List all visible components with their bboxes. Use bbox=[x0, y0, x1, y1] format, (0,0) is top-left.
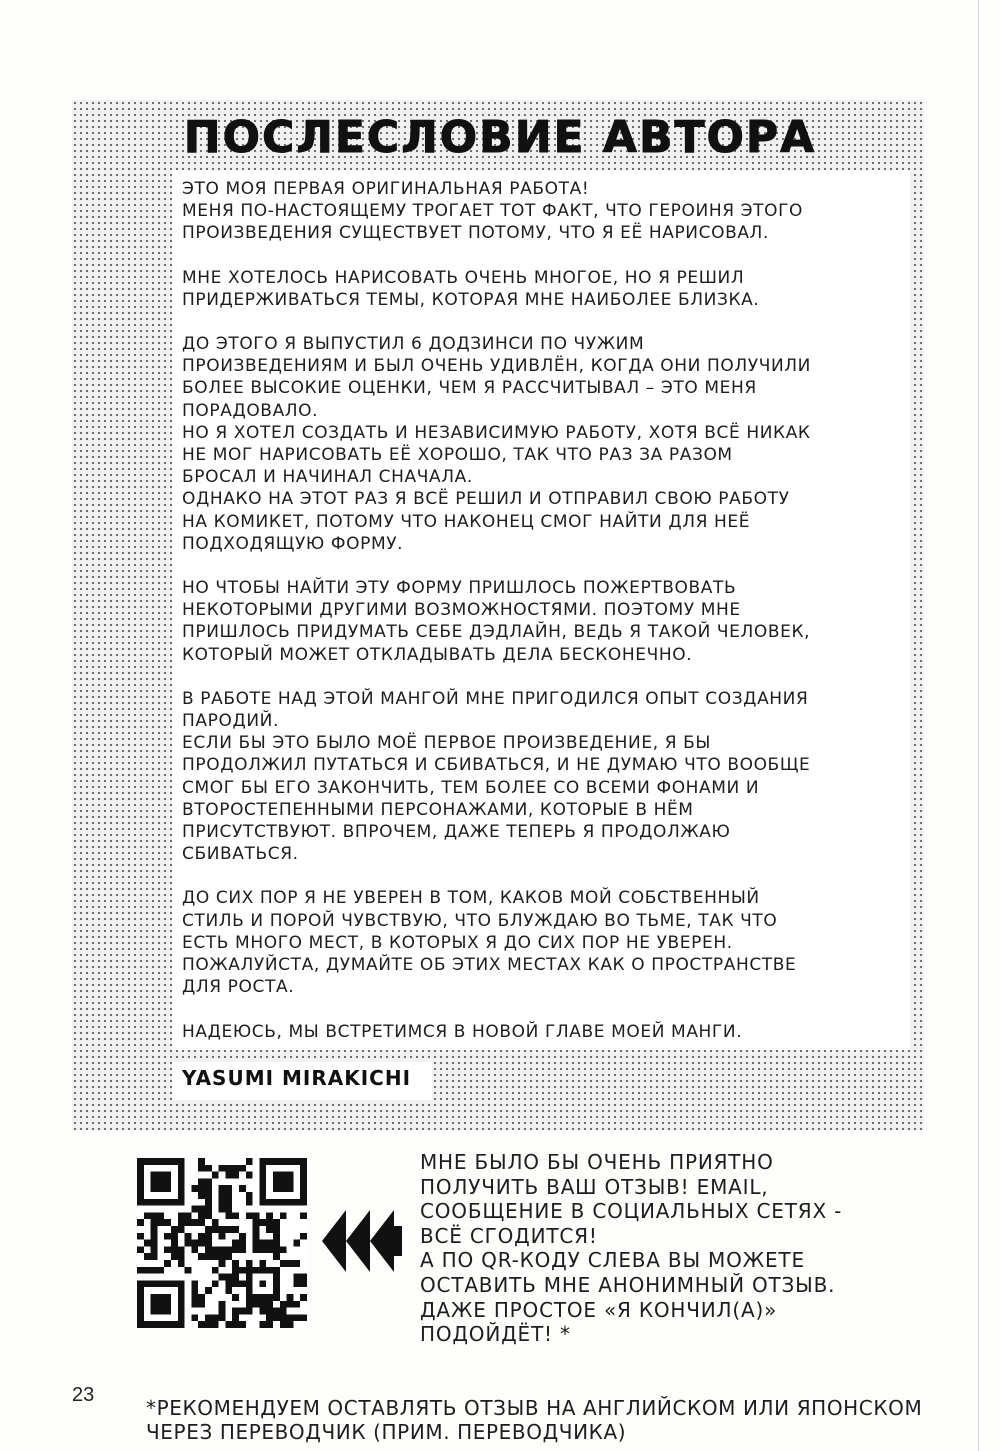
text-line: ПРОИЗВЕДЕНИЯМ И БЫЛ ОЧЕНЬ УДИВЛЁН, КОГДА ОНИ ПОЛУЧИЛИ bbox=[182, 356, 811, 377]
author-signature: YASUMI MIRAKICHI bbox=[182, 1066, 412, 1090]
text-line: ПРИДЕРЖИВАТЬСЯ ТЕМЫ, КОТОРАЯ МНЕ НАИБОЛЕЕ БЛИЗКА. bbox=[182, 289, 760, 310]
text-line: ДЛЯ РОСТА. bbox=[182, 977, 295, 998]
text-line: ПРОДОЛЖИЛ ПУТАТЬСЯ И СБИВАТЬСЯ, И НЕ ДУМАЮ ЧТО ВООБЩЕ bbox=[182, 755, 811, 776]
text-line: ЭТО МОЯ ПЕРВАЯ ОРИГИНАЛЬНАЯ РАБОТА! bbox=[182, 179, 590, 199]
text-line: КОТОРЫЙ МОЖЕТ ОТКЛАДЫВАТЬ ДЕЛА БЕСКОНЕЧНО. bbox=[182, 644, 693, 665]
text-line: НА КОМИКЕТ, ПОТОМУ ЧТО НАКОНЕЦ СМОГ НАЙТИ ДЛЯ НЕЁ bbox=[182, 511, 751, 532]
text-line: СТИЛЬ И ПОРОЙ ЧУВСТВУЮ, ЧТО БЛУЖДАЮ ВО ТЬМЕ, ТАК ЧТО bbox=[182, 910, 778, 931]
page-number: 23 bbox=[72, 1384, 95, 1406]
text-line: ПРИСУТСТВУЮТ. ВПРОЧЕМ, ДАЖЕ ТЕПЕРЬ Я ПРОДОЛЖАЮ bbox=[182, 822, 731, 843]
text-line: НО Я ХОТЕЛ СОЗДАТЬ И НЕЗАВИСИМУЮ РАБОТУ, ХОТЯ ВСЁ НИКАК bbox=[182, 422, 811, 443]
arrow-chevron bbox=[370, 1210, 394, 1272]
afterword-paragraph bbox=[182, 333, 904, 555]
text-line: ДАЖЕ ПРОСТОЕ «Я КОНЧИЛ(А)» bbox=[420, 1297, 778, 1322]
text-line: *РЕКОМЕНДУЕМ ОСТАВЛЯТЬ ОТЗЫВ НА АНГЛИЙСКОМ ИЛИ ЯПОНСКОМ bbox=[146, 1396, 923, 1420]
text-line: МНЕ ХОТЕЛОСЬ НАРИСОВАТЬ ОЧЕНЬ МНОГОЕ, НО Я РЕШИЛ bbox=[182, 267, 745, 288]
arrow-tail bbox=[394, 1226, 402, 1256]
text-line: ПОЖАЛУЙСТА, ДУМАЙТЕ ОБ ЭТИХ МЕСТАХ КАК О ПРОСТРАНСТВЕ bbox=[182, 955, 797, 976]
text-line: ВТОРОСТЕПЕННЫМИ ПЕРСОНАЖАМИ, КОТОРЫЕ В НЁМ bbox=[182, 799, 694, 820]
text-line: НЕ МОГ НАРИСОВАТЬ ЕЁ ХОРОШО, ТАК ЧТО РАЗ ЗА РАЗОМ bbox=[182, 445, 733, 466]
text-line: БОЛЕЕ ВЫСОКИЕ ОЦЕНКИ, ЧЕМ Я РАССЧИТЫВАЛ – ЭТО МЕНЯ bbox=[182, 378, 757, 399]
text-line: НАДЕЮСЬ, МЫ ВСТРЕТИМСЯ В НОВОЙ ГЛАВЕ МОЕЙ МАНГИ. bbox=[182, 1021, 743, 1042]
arrow-chevron bbox=[346, 1210, 370, 1272]
page-title: ПОСЛЕСЛОВИЕ АВТОРА bbox=[183, 111, 817, 163]
text-line: ВСЁ СГОДИТСЯ! bbox=[420, 1223, 598, 1248]
text-line: МНЕ БЫЛО БЫ ОЧЕНЬ ПРИЯТНО bbox=[420, 1150, 774, 1174]
text-line: ПОДОЙДЁТ! * bbox=[420, 1322, 571, 1347]
feedback-request-text bbox=[420, 1150, 880, 1347]
text-line: ЧЕРЕЗ ПЕРЕВОДЧИК (ПРИМ. ПЕРЕВОДЧИКА) bbox=[146, 1420, 627, 1444]
text-line: ЕСТЬ МНОГО МЕСТ, В КОТОРЫХ Я ДО СИХ ПОР НЕ УВЕРЕН. bbox=[182, 932, 733, 953]
text-line: ОДНАКО НА ЭТОТ РАЗ Я ВСЁ РЕШИЛ И ОТПРАВИЛ СВОЮ РАБОТУ bbox=[182, 489, 790, 510]
text-line: ПАРОДИЙ. bbox=[182, 711, 279, 732]
text-line: МЕНЯ ПО-НАСТОЯЩЕМУ ТРОГАЕТ ТОТ ФАКТ, ЧТО ГЕРОИНЯ ЭТОГО bbox=[182, 201, 804, 222]
text-line: ПОДХОДЯЩУЮ ФОРМУ. bbox=[182, 533, 404, 554]
afterword-paragraph bbox=[182, 1021, 904, 1043]
text-line: ПРОИЗВЕДЕНИЯ СУЩЕСТВУЕТ ПОТОМУ, ЧТО Я ЕЁ НАРИСОВАЛ. bbox=[182, 223, 769, 244]
text-line: ПРИШЛОСЬ ПРИДУМАТЬ СЕБЕ ДЭДЛАЙН, ВЕДЬ Я ТАКОЙ ЧЕЛОВЕК, bbox=[182, 622, 811, 643]
page-edge bbox=[978, 0, 979, 1451]
qr-code-icon[interactable] bbox=[137, 1158, 307, 1328]
text-line: БРОСАЛ И НАЧИНАЛ СНАЧАЛА. bbox=[182, 467, 473, 488]
text-line: СООБЩЕНИЕ В СОЦИАЛЬНЫХ СЕТЯХ - bbox=[420, 1199, 843, 1224]
text-line: НО ЧТОБЫ НАЙТИ ЭТУ ФОРМУ ПРИШЛОСЬ ПОЖЕРТВОВАТЬ bbox=[182, 578, 737, 599]
triple-left-arrow-icon bbox=[322, 1210, 402, 1272]
text-line: ПОЛУЧИТЬ ВАШ ОТЗЫВ! EMAIL, bbox=[420, 1174, 769, 1199]
text-line: В РАБОТЕ НАД ЭТОЙ МАНГОЙ МНЕ ПРИГОДИЛСЯ ОПЫТ СОЗДАНИЯ bbox=[182, 688, 809, 709]
text-line: ПОРАДОВАЛО. bbox=[182, 400, 319, 421]
afterword-paragraph bbox=[182, 178, 904, 245]
text-line: ДО ЭТОГО Я ВЫПУСТИЛ 6 ДОДЗИНСИ ПО ЧУЖИМ bbox=[182, 334, 645, 355]
text-line: ДО СИХ ПОР Я НЕ УВЕРЕН В ТОМ, КАКОВ МОЙ СОБСТВЕННЫЙ bbox=[182, 888, 760, 909]
afterword-body bbox=[182, 178, 904, 1065]
arrow-chevron bbox=[322, 1210, 346, 1272]
text-line: НЕКОТОРЫМИ ДРУГИМИ ВОЗМОЖНОСТЯМИ. ПОЭТОМУ МНЕ bbox=[182, 600, 741, 621]
afterword-paragraph bbox=[182, 267, 904, 311]
text-line: А ПО QR-КОДУ СЛЕВА ВЫ МОЖЕТЕ bbox=[420, 1248, 805, 1273]
afterword-paragraph bbox=[182, 887, 904, 998]
text-line: ЕСЛИ БЫ ЭТО БЫЛО МОЁ ПЕРВОЕ ПРОИЗВЕДЕНИЕ, Я БЫ bbox=[182, 733, 711, 754]
afterword-paragraph bbox=[182, 577, 904, 666]
text-line: ОСТАВИТЬ МНЕ АНОНИМНЫЙ ОТЗЫВ. bbox=[420, 1272, 836, 1297]
translator-footnote bbox=[146, 1396, 976, 1444]
text-line: СМОГ БЫ ЕГО ЗАКОНЧИТЬ, ТЕМ БОЛЕЕ СО ВСЕМИ ФОНАМИ И bbox=[182, 777, 760, 798]
text-line: СБИВАТЬСЯ. bbox=[182, 844, 299, 865]
afterword-paragraph bbox=[182, 688, 904, 866]
